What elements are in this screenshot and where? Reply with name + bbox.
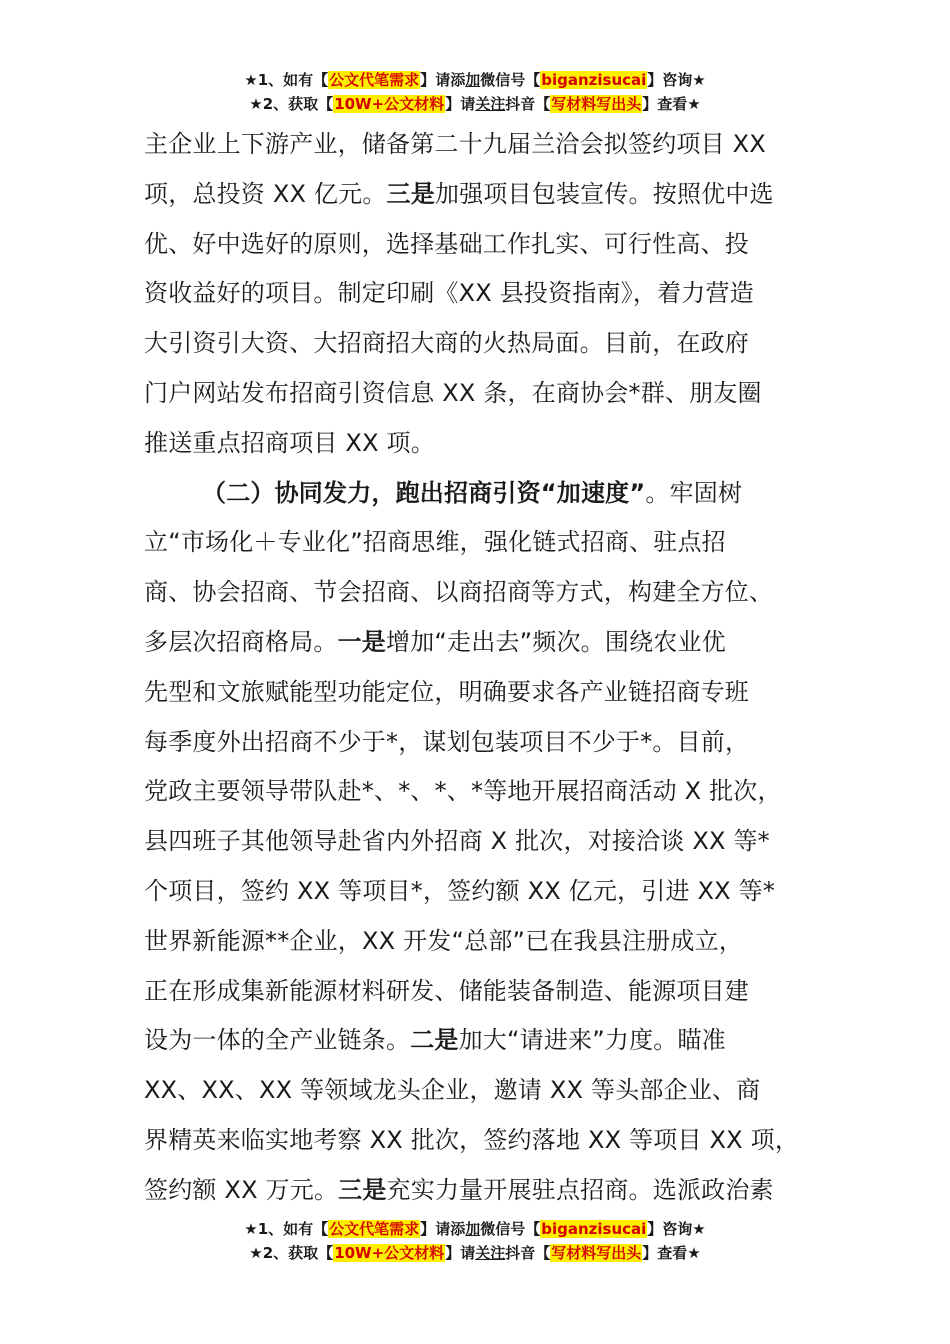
text-line: 商、协会招商、节会招商、以商招商等方式，构建全方位、 bbox=[144, 578, 774, 607]
text-line: 每季度外出招商不少于*，谋划包装项目不少于*。目前， bbox=[144, 727, 750, 756]
promo-highlight: 10W+公文材料 bbox=[334, 95, 445, 113]
bold-lead: 三是 bbox=[338, 1175, 387, 1204]
text-line: 先型和文旅赋能型功能定位，明确要求各产业链招商专班 bbox=[144, 677, 749, 706]
text-line: 签约额 XX 万元。三是充实力量开展驻点招商。选派政治素 bbox=[144, 1175, 774, 1204]
promo-text: 】请 bbox=[445, 1244, 476, 1262]
promo-text: ★1、如有 bbox=[244, 1220, 314, 1238]
text-line: 资收益好的项目。制定印刷《XX 县投资指南》，着力营造 bbox=[144, 279, 754, 308]
promo-text: 】 bbox=[420, 1220, 436, 1238]
text-line: 多层次招商格局。一是增加“走出去”频次。围绕农业优 bbox=[144, 627, 726, 656]
promo-line-2 bbox=[0, 92, 950, 116]
promo-text: 】 bbox=[420, 71, 436, 89]
text-line: 县四班子其他领导赴省内外招商 X 批次，对接洽谈 XX 等* bbox=[144, 827, 770, 856]
promo-text: 请添 bbox=[435, 1220, 466, 1238]
promo-text: ★1、如有 bbox=[244, 71, 314, 89]
promo-text: 抖音【 bbox=[505, 95, 551, 113]
promo-text: 】请 bbox=[445, 95, 476, 113]
promo-text: 】查看★ bbox=[642, 95, 701, 113]
text-line: 门户网站发布招商引资信息 XX 条，在商协会*群、朋友圈 bbox=[144, 378, 762, 407]
promo-highlight: 公文代笔需求 bbox=[329, 1220, 420, 1238]
section-heading: （二）协同发力，跑出招商引资“加速度” bbox=[202, 478, 646, 507]
promo-wechat-id: biganzisucai bbox=[541, 71, 647, 89]
promo-underlined: 加 bbox=[465, 71, 481, 89]
promo-highlight: 公文代笔需求 bbox=[329, 71, 420, 89]
promo-text: 】咨询★ bbox=[647, 71, 706, 89]
promo-underlined: 关注 bbox=[475, 95, 506, 113]
text-line: 正在形成集新能源材料研发、储能装备制造、能源项目建 bbox=[144, 976, 749, 1005]
promo-text: 微信号【 bbox=[480, 1220, 541, 1238]
text-line: 世界新能源**企业，XX 开发“总部”已在我县注册成立， bbox=[144, 926, 743, 955]
promo-text: 请添 bbox=[435, 71, 466, 89]
promo-line-1 bbox=[0, 68, 950, 92]
text-line: 项，总投资 XX 亿元。三是加强项目包装宣传。按照优中选 bbox=[144, 179, 774, 208]
text-line: 优、好中选好的原则，选择基础工作扎实、可行性高、投 bbox=[144, 229, 749, 258]
text-line: 立“市场化＋专业化”招商思维，强化链式招商、驻点招 bbox=[144, 528, 726, 557]
text-line: XX、XX、XX 等领域龙头企业，邀请 XX 等头部企业、商 bbox=[144, 1076, 761, 1105]
promo-text: 微信号【 bbox=[480, 71, 541, 89]
promo-text: ★2、获取【 bbox=[249, 95, 334, 113]
text-line: 党政主要领导带队赴*、*、*、*等地开展招商活动 X 批次， bbox=[144, 777, 782, 806]
bold-lead: 一是 bbox=[337, 627, 387, 656]
text-line: 设为一体的全产业链条。二是加大“请进来”力度。瞄准 bbox=[144, 1026, 726, 1055]
promo-banner-top bbox=[0, 68, 950, 116]
promo-douyin-id: 写材料写出头 bbox=[551, 1244, 642, 1262]
promo-text: 【 bbox=[313, 1220, 329, 1238]
promo-text: 抖音【 bbox=[505, 1244, 551, 1262]
promo-text: 【 bbox=[313, 71, 329, 89]
promo-text: 】咨询★ bbox=[647, 1220, 706, 1238]
section-heading-line: （二）协同发力，跑出招商引资“加速度”。牢固树 bbox=[202, 478, 743, 507]
text-line: 大引资引大资、大招商招大商的火热局面。目前，在政府 bbox=[144, 329, 749, 358]
promo-banner-bottom bbox=[0, 1217, 950, 1265]
text-line: 主企业上下游产业，储备第二十九届兰洽会拟签约项目 XX bbox=[144, 130, 766, 158]
text-line: 个项目，签约 XX 等项目*，签约额 XX 亿元，引进 XX 等* bbox=[144, 876, 776, 905]
bold-lead: 三是 bbox=[386, 179, 435, 208]
promo-underlined: 加 bbox=[465, 1220, 481, 1238]
text-line: 界精英来临实地考察 XX 批次，签约落地 XX 等项目 XX 项， bbox=[144, 1125, 800, 1154]
promo-text: 】查看★ bbox=[642, 1244, 701, 1262]
promo-douyin-id: 写材料写出头 bbox=[551, 95, 642, 113]
promo-line-2 bbox=[0, 1241, 950, 1265]
promo-text: ★2、获取【 bbox=[249, 1244, 334, 1262]
promo-underlined: 关注 bbox=[475, 1244, 506, 1262]
text-line: 推送重点招商项目 XX 项。 bbox=[144, 428, 435, 457]
promo-line-1 bbox=[0, 1217, 950, 1241]
bold-lead: 二是 bbox=[410, 1026, 459, 1055]
promo-highlight: 10W+公文材料 bbox=[334, 1244, 445, 1262]
document-body bbox=[144, 120, 812, 1216]
promo-wechat-id: biganzisucai bbox=[541, 1220, 647, 1238]
